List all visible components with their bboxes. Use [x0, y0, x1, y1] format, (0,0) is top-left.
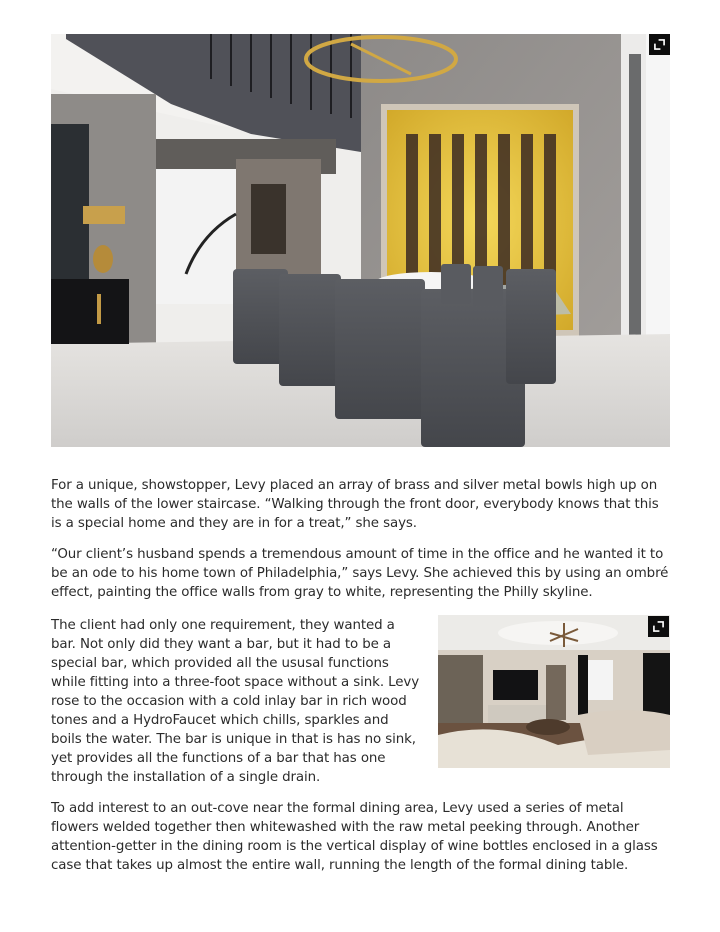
article-paragraph: For a unique, showstopper, Levy placed an array of brass and silver metal bowls high up on the walls of the lower staircase. “Walking through the front door, everybody knows that this is a special home and they are in for a treat,” she says.	[51, 478, 659, 531]
expand-icon	[653, 621, 664, 632]
article-paragraph: “Our client’s husband spends a tremendous amount of time in the office and he wanted it to be an ode to his home town of Philadelphia,” says Levy. She achieved this by using an ombré effect, painting the office walls from gray to white, representing the Philly skyline.	[51, 547, 669, 600]
article-paragraph: The client had only one requirement, they wanted a bar. Not only did they want a bar, but it had to be a special bar, which provided all the ususal functions while fitting into a three-foot space without a sink. Levy rose to the occasion with a cold inlay bar in rich wood tones and a HydroFaucet which chills, sparkles and boils the water. The bar is unique in that is has no sink, yet provides all the functions of a bar that has one through the installation of a single drain.	[51, 618, 420, 785]
living-room-photo	[438, 615, 670, 768]
expand-image-button[interactable]	[648, 616, 669, 637]
expand-icon	[654, 39, 665, 50]
hero-image-dining-room[interactable]	[51, 34, 670, 447]
article-paragraph: To add interest to an out-cove near the formal dining area, Levy used a series of metal flowers welded together then whitewashed with the raw metal peeking through. Another attention-getter in the dining room is the vertical display of wine bottles enclosed in a glass case that takes up almost the entire wall, running the length of the formal dining table.	[51, 801, 658, 873]
expand-image-button[interactable]	[649, 34, 670, 55]
side-image-living-room[interactable]	[438, 615, 670, 768]
article	[51, 34, 670, 873]
dining-room-photo	[51, 34, 670, 447]
